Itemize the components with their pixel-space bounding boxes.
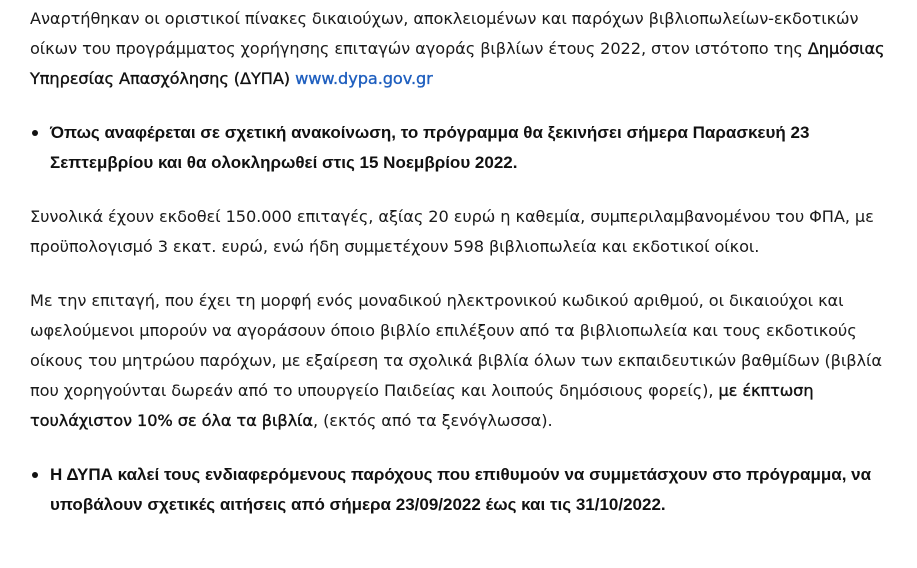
dypa-link[interactable]: www.dypa.gov.gr [295, 69, 433, 88]
agency-name: Δημόσιας Υπηρεσίας Απασχόλησης (ΔΥΠΑ) [30, 39, 885, 88]
list-item [30, 118, 900, 178]
paragraph-text-end: , (εκτός από τα ξενόγλωσσα). [313, 411, 553, 430]
bullet-list-program-dates [30, 118, 900, 178]
paragraph-announcement [30, 4, 900, 94]
paragraph-totals: Συνολικά έχουν εκδοθεί 150.000 επιταγές, αξίας 20 ευρώ η καθεμία, συμπεριλαμβανομένου του ΦΠΑ, με προϋπολογισμό 3 εκατ. ευρώ, ενώ ήδη συμμετέχουν 598 βιβλιοπωλεία και εκδοτικοί οίκοι. [30, 207, 874, 256]
paragraph-text: Με την επιταγή, που έχει τη μορφή ενός μοναδικού ηλεκτρονικού κωδικού αριθμού, οι δικαιούχοι και ωφελούμενοι μπορούν να αγοράσουν όποιο βιβλίο επιλέξουν από τα βιβλιοπωλεία και τους εκδοτικούς οίκους του μητρώου παρόχων, με εξαίρεση τα σχολικά βιβλία όλων των εκπαιδευτικών βαθμίδων (βιβλία που χορηγούνται δωρεάν από το υπουργείο Παιδείας και λοιπούς δημόσιους φορείς), [30, 291, 882, 400]
paragraph-voucher-details [30, 286, 900, 436]
bullet-list-applications [30, 460, 900, 520]
bullet-dot-icon [32, 472, 38, 478]
bullet-text: Η ΔΥΠΑ καλεί τους ενδιαφερόμενους παρόχους που επιθυμούν να συμμετάσχουν στο πρόγραμμα, να υποβάλουν σχετικές αιτήσεις από σήμερα 23/09/2022 έως και τις 31/10/2022. [50, 465, 872, 514]
discount-highlight: με έκπτωση τουλάχιστον 10% σε όλα τα βιβλία [30, 381, 814, 430]
bullet-dot-icon [32, 130, 38, 136]
list-item [30, 460, 900, 520]
paragraph-text: Αναρτήθηκαν οι οριστικοί πίνακες δικαιούχων, αποκλειομένων και παρόχων βιβλιοπωλείων-εκδοτικών οίκων του προγράμματος χορήγησης επιταγών αγοράς βιβλίων έτους 2022, στον ιστότοπο της [30, 9, 859, 58]
bullet-text: Όπως αναφέρεται σε σχετική ανακοίνωση, το πρόγραμμα θα ξεκινήσει σήμερα Παρασκευή 23 Σεπτεμβρίου και θα ολοκληρωθεί στις 15 Νοεμβρίου 2022. [50, 123, 810, 172]
